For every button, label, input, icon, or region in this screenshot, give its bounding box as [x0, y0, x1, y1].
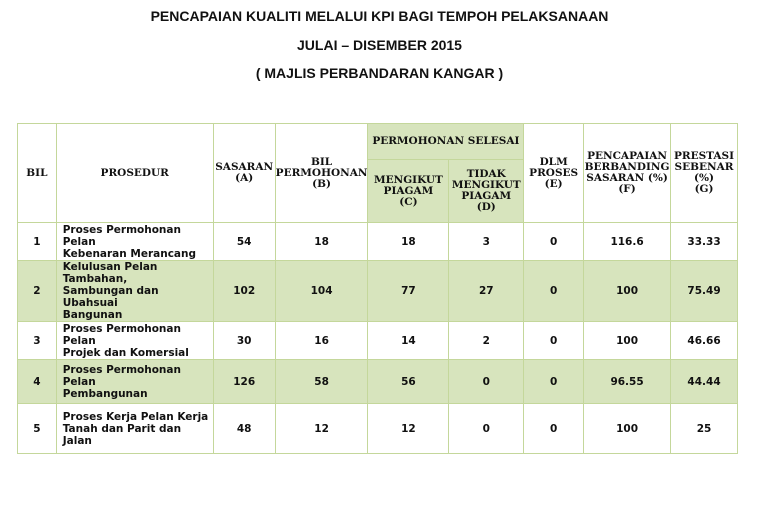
header-permohonan-selesai: PERMOHONAN SELESAI: [368, 124, 524, 160]
report-title: PENCAPAIAN KUALITI MELALUI KPI BAGI TEMPOH PELAKSANAAN: [150, 8, 609, 24]
table-row: [18, 404, 738, 454]
cell-pencapaian: 116.6: [584, 223, 671, 261]
cell-dlm-proses: 0: [524, 322, 584, 360]
cell-sasaran: 102: [213, 261, 275, 322]
header-dlm-proses: DLM PROSES (E): [524, 124, 584, 223]
table-row: [18, 322, 738, 360]
cell-tidak-mengikut: 3: [449, 223, 524, 261]
header-prosedur: PROSEDUR: [56, 124, 213, 223]
header-sasaran: SASARAN (A): [213, 124, 275, 223]
cell-tidak-mengikut: 0: [449, 360, 524, 404]
cell-prestasi: 75.49: [671, 261, 738, 322]
cell-sasaran: 126: [213, 360, 275, 404]
cell-prosedur: Kelulusan Pelan Tambahan, Sambungan dan Ubahsuai Bangunan: [56, 261, 213, 322]
cell-prestasi: 46.66: [671, 322, 738, 360]
cell-dlm-proses: 0: [524, 360, 584, 404]
table-row: [18, 360, 738, 404]
table-row: [18, 261, 738, 322]
cell-pencapaian: 100: [584, 261, 671, 322]
cell-sasaran: 30: [213, 322, 275, 360]
header-tidak-mengikut-piagam: TIDAK MENGIKUT PIAGAM (D): [449, 160, 524, 223]
header-bil-permohonan: BIL PERMOHONAN (B): [275, 124, 368, 223]
cell-prestasi: 33.33: [671, 223, 738, 261]
cell-prosedur: Proses Permohonan Pelan Pembangunan: [56, 360, 213, 404]
cell-bil: 1: [18, 223, 57, 261]
cell-tidak-mengikut: 0: [449, 404, 524, 454]
cell-mengikut: 18: [368, 223, 449, 261]
cell-dlm-proses: 0: [524, 404, 584, 454]
cell-dlm-proses: 0: [524, 223, 584, 261]
cell-prestasi: 25: [671, 404, 738, 454]
cell-prosedur: Proses Permohonan Pelan Kebenaran Merancang: [56, 223, 213, 261]
cell-mengikut: 77: [368, 261, 449, 322]
header-pencapaian: PENCAPAIAN BERBANDING SASARAN (%) (F): [584, 124, 671, 223]
header-prestasi: PRESTASI SEBENAR (%) (G): [671, 124, 738, 223]
cell-bil-permohonan: 18: [275, 223, 368, 261]
cell-prosedur: Proses Kerja Pelan Kerja Tanah dan Parit dan Jalan: [56, 404, 213, 454]
report-period: JULAI – DISEMBER 2015: [297, 37, 462, 53]
cell-tidak-mengikut: 27: [449, 261, 524, 322]
cell-prosedur: Proses Permohonan Pelan Projek dan Komersial: [56, 322, 213, 360]
cell-mengikut: 12: [368, 404, 449, 454]
cell-bil: 2: [18, 261, 57, 322]
cell-bil: 4: [18, 360, 57, 404]
report-organization: ( MAJLIS PERBANDARAN KANGAR ): [255, 65, 504, 81]
table-row: [18, 223, 738, 261]
kpi-table: [17, 123, 738, 454]
cell-mengikut: 14: [368, 322, 449, 360]
header-bil: BIL: [18, 124, 57, 223]
cell-sasaran: 54: [213, 223, 275, 261]
cell-bil-permohonan: 16: [275, 322, 368, 360]
cell-bil-permohonan: 58: [275, 360, 368, 404]
cell-prestasi: 44.44: [671, 360, 738, 404]
cell-sasaran: 48: [213, 404, 275, 454]
cell-bil: 3: [18, 322, 57, 360]
cell-dlm-proses: 0: [524, 261, 584, 322]
cell-pencapaian: 96.55: [584, 360, 671, 404]
cell-mengikut: 56: [368, 360, 449, 404]
cell-bil-permohonan: 12: [275, 404, 368, 454]
header-mengikut-piagam: MENGIKUT PIAGAM (C): [368, 160, 449, 223]
cell-bil: 5: [18, 404, 57, 454]
cell-bil-permohonan: 104: [275, 261, 368, 322]
cell-pencapaian: 100: [584, 404, 671, 454]
cell-pencapaian: 100: [584, 322, 671, 360]
cell-tidak-mengikut: 2: [449, 322, 524, 360]
